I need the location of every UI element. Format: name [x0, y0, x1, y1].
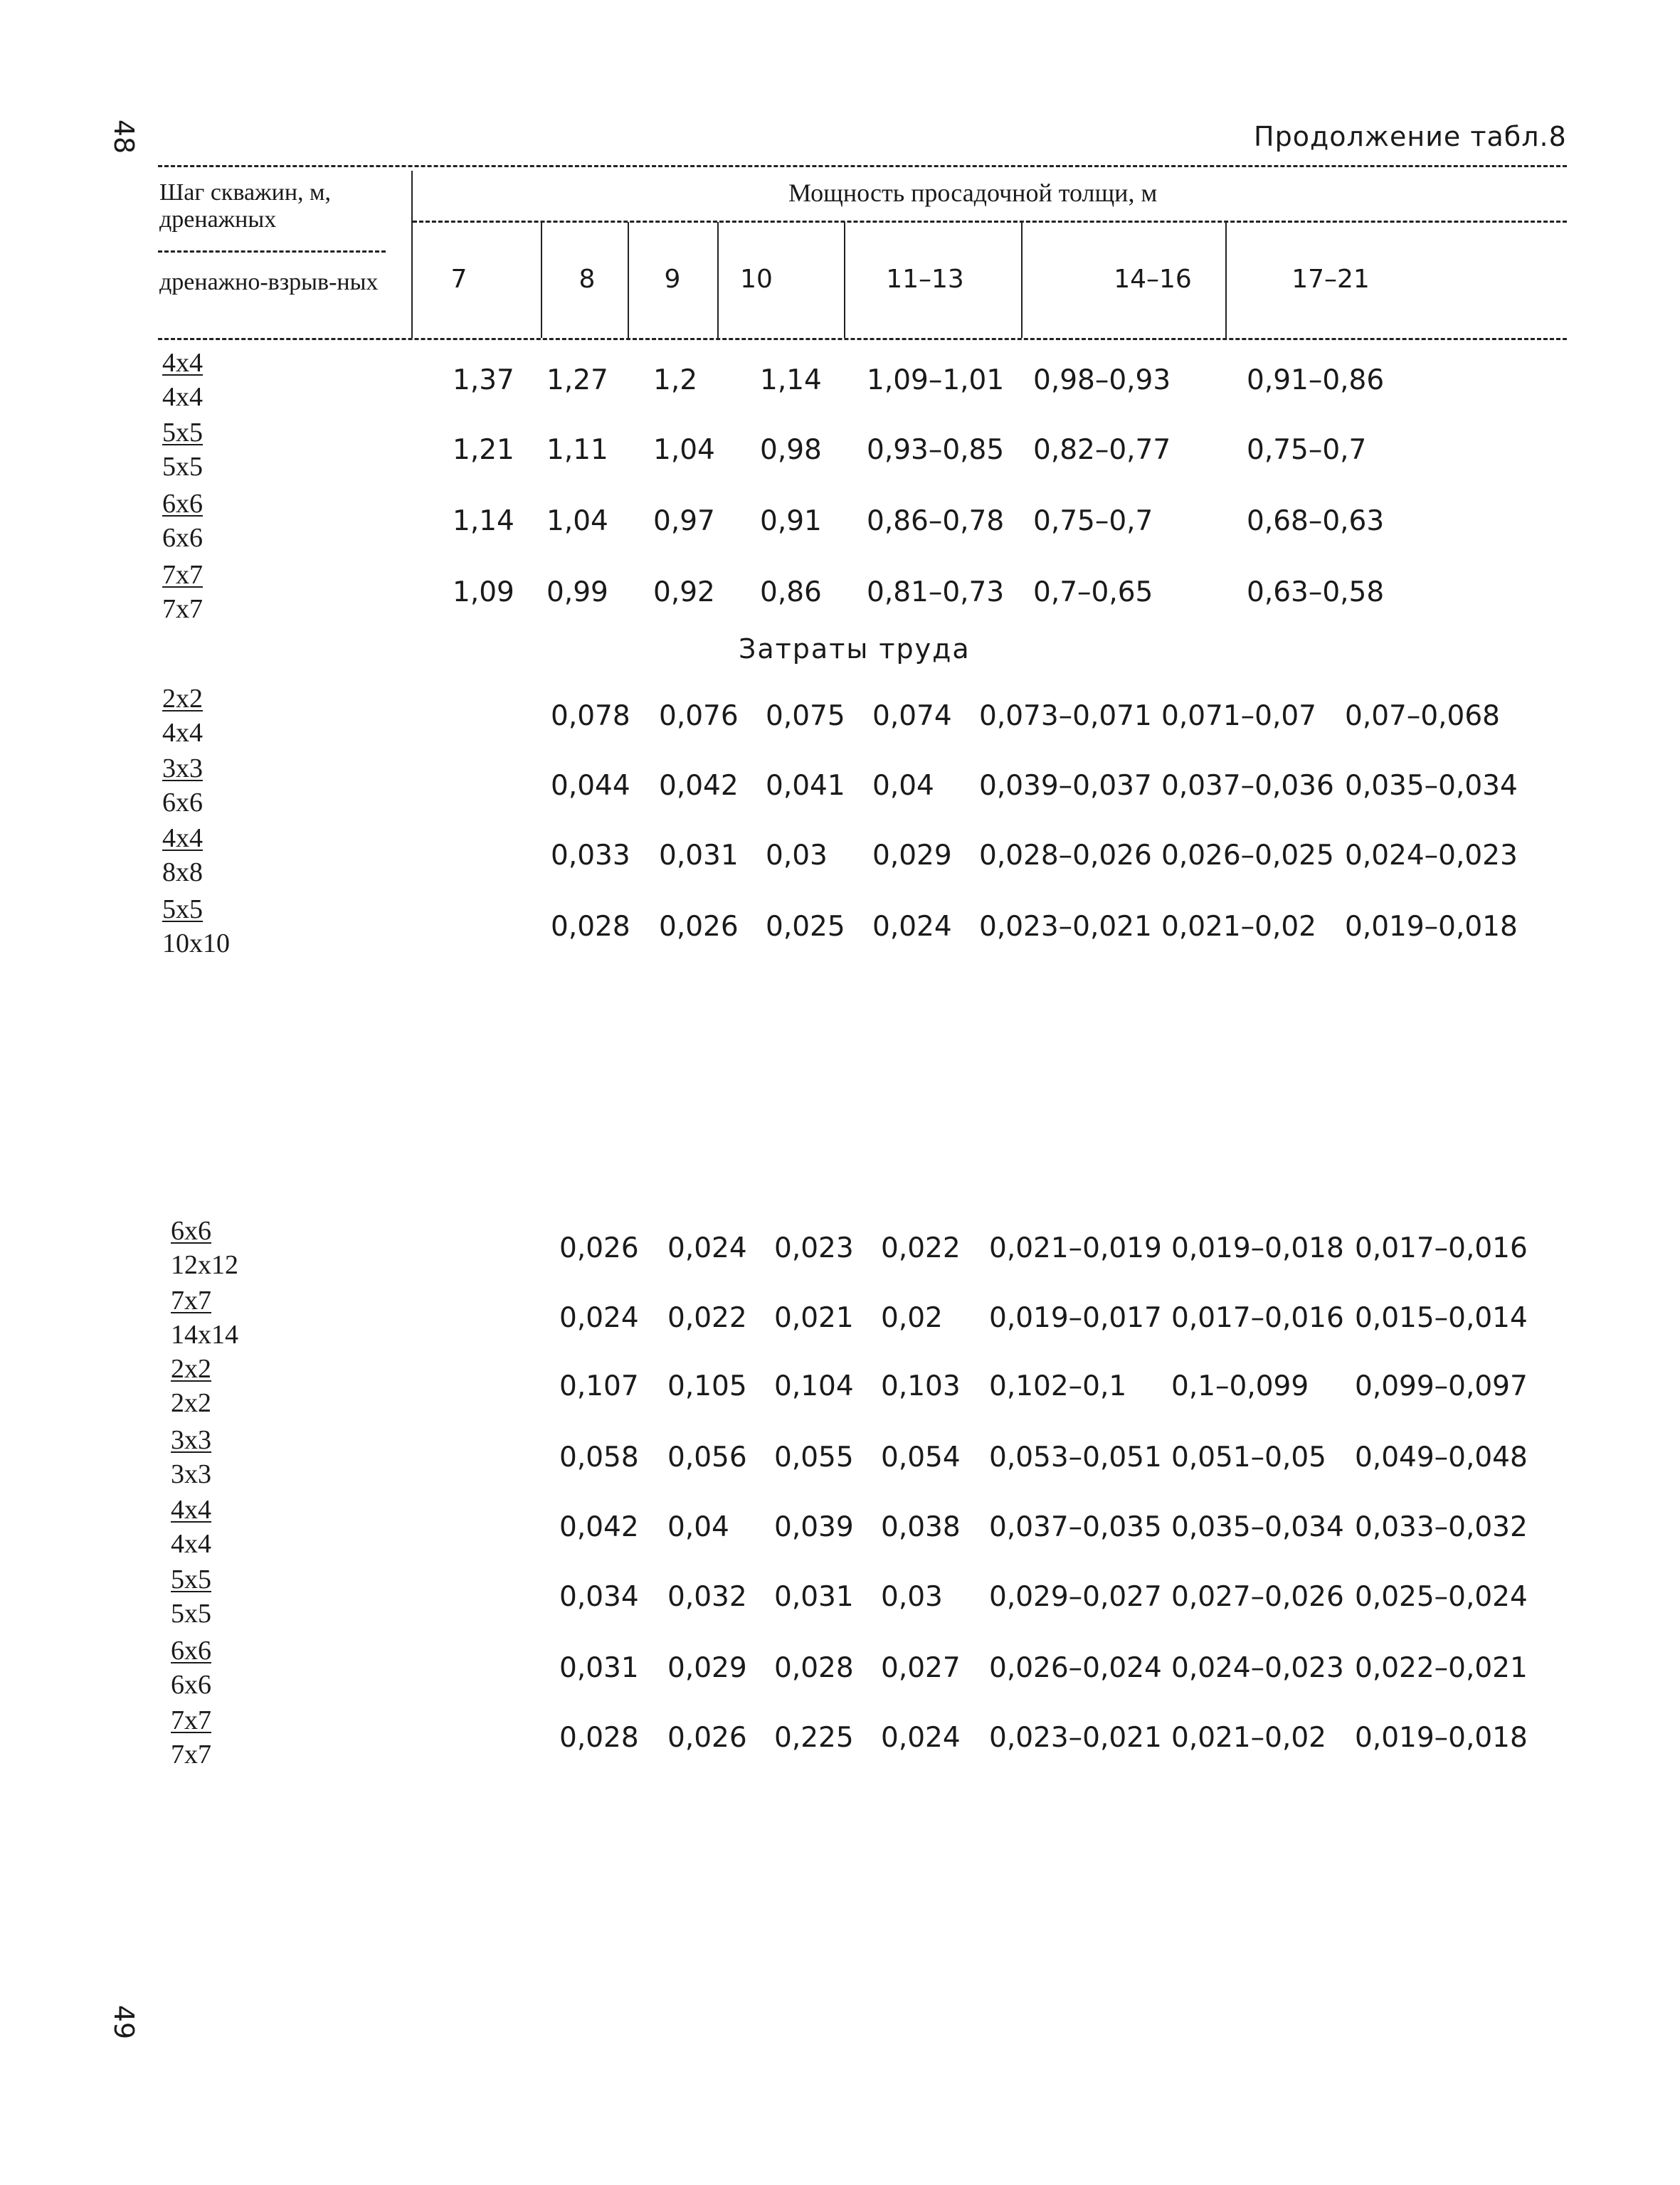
drainage-spacing: 4x4 [162, 348, 203, 378]
table-cell: 0,027 [881, 1652, 961, 1684]
table-cell: 0,035–0,034 [1171, 1511, 1344, 1543]
blast-spacing: 4x4 [162, 382, 203, 412]
table-cell: 0,024–0,023 [1171, 1652, 1344, 1684]
col-header-10: 10 [740, 265, 773, 294]
drainage-spacing: 5x5 [162, 894, 203, 924]
spacing-fraction [171, 1284, 238, 1352]
table-cell: 1,09 [453, 576, 514, 608]
table-cell: 0,051–0,05 [1171, 1441, 1326, 1474]
spacing-fraction [171, 1634, 211, 1702]
table-cell: 0,049–0,048 [1355, 1441, 1528, 1474]
drainage-spacing: 2x2 [171, 1354, 211, 1384]
col-header-9: 9 [664, 265, 681, 294]
blast-spacing: 6x6 [162, 788, 203, 818]
table-cell: 0,058 [559, 1441, 639, 1474]
table-cell: 0,028–0,026 [979, 840, 1152, 872]
table-cell: 0,026 [559, 1232, 639, 1264]
spacing-fraction [171, 1493, 211, 1561]
table-cell: 0,91–0,86 [1247, 364, 1385, 396]
table-cell: 0,074 [872, 700, 952, 732]
table-cell: 0,86–0,78 [867, 505, 1005, 537]
table-cell: 0,025–0,024 [1355, 1581, 1528, 1613]
table-cell: 0,105 [667, 1370, 747, 1402]
table-cell: 0,024 [559, 1302, 639, 1334]
table-cell: 0,026–0,025 [1161, 840, 1334, 872]
table-cell: 0,021–0,02 [1171, 1722, 1326, 1754]
table-cell: 0,042 [659, 770, 739, 802]
table-cell: 0,033 [551, 840, 630, 872]
blast-spacing: 10x10 [162, 929, 230, 958]
table-cell: 0,031 [774, 1581, 854, 1613]
table-cell: 0,055 [774, 1441, 854, 1474]
blast-spacing: 6x6 [162, 523, 203, 553]
table-cell: 0,073–0,071 [979, 700, 1152, 732]
group-title: Мощность просадочной толщи, м [788, 179, 1158, 207]
blast-spacing: 8x8 [162, 857, 203, 887]
table-cell: 0,053–0,051 [989, 1441, 1162, 1474]
page-number-top: 48 [108, 119, 140, 154]
table-cell: 1,21 [453, 434, 514, 466]
col-header-14-16: 14–16 [1114, 265, 1192, 294]
table-cell: 0,103 [881, 1370, 961, 1402]
blast-spacing: 5x5 [162, 452, 203, 482]
table-cell: 0,031 [559, 1652, 639, 1684]
table-cell: 0,07–0,068 [1345, 700, 1500, 732]
table-cell: 0,015–0,014 [1355, 1302, 1528, 1334]
table-cell: 0,028 [774, 1652, 854, 1684]
table-cell: 0,02 [881, 1302, 943, 1334]
table-cell: 0,099–0,097 [1355, 1370, 1528, 1402]
table-cell: 1,14 [453, 505, 514, 537]
table-cell: 0,107 [559, 1370, 639, 1402]
table-cell: 0,076 [659, 700, 739, 732]
table-cell: 1,2 [653, 364, 698, 396]
table-cell: 0,019–0,018 [1355, 1722, 1528, 1754]
table-cell: 0,035–0,034 [1345, 770, 1518, 802]
drainage-spacing: 6x6 [171, 1216, 211, 1246]
blast-spacing: 4x4 [171, 1529, 211, 1559]
table-cell: 0,81–0,73 [867, 576, 1005, 608]
drainage-spacing: 3x3 [171, 1425, 211, 1455]
table-cell: 0,026 [667, 1722, 747, 1754]
table-cell: 0,039 [774, 1511, 854, 1543]
spacing-fraction [162, 558, 203, 626]
spacing-fraction [171, 1352, 211, 1420]
table-caption: Продолжение табл.8 [1254, 121, 1567, 152]
table-cell: 1,09–1,01 [867, 364, 1005, 396]
table-cell: 0,023–0,021 [989, 1722, 1162, 1754]
spacing-fraction [171, 1423, 211, 1491]
col-header-7: 7 [450, 265, 467, 294]
table-cell: 0,027–0,026 [1171, 1581, 1344, 1613]
blast-spacing: 7x7 [171, 1740, 211, 1769]
table-cell: 0,019–0,018 [1171, 1232, 1344, 1264]
table-cell: 0,91 [760, 505, 822, 537]
table-cell: 0,98 [760, 434, 822, 466]
table-cell: 0,029–0,027 [989, 1581, 1162, 1613]
table-cell: 0,82–0,77 [1033, 434, 1171, 466]
col-header-8: 8 [579, 265, 596, 294]
drainage-spacing: 7x7 [171, 1286, 211, 1316]
table-cell: 0,75–0,7 [1247, 434, 1367, 466]
table-cell: 0,031 [659, 840, 739, 872]
table-cell: 0,032 [667, 1581, 747, 1613]
table-cell: 0,68–0,63 [1247, 505, 1385, 537]
col-header-11-13: 11–13 [886, 265, 964, 294]
spacing-fraction [171, 1562, 211, 1631]
page-number-bottom: 49 [108, 2004, 140, 2040]
spacing-fraction [162, 892, 230, 961]
table-cell: 0,102–0,1 [989, 1370, 1127, 1402]
spacing-fraction [162, 416, 203, 484]
spacing-fraction [162, 751, 203, 820]
table-cell: 0,042 [559, 1511, 639, 1543]
table-cell: 0,037–0,035 [989, 1511, 1162, 1543]
table-cell: 0,044 [551, 770, 630, 802]
table-cell: 0,225 [774, 1722, 854, 1754]
drainage-spacing: 6x6 [162, 489, 203, 519]
table-cell: 0,019–0,017 [989, 1302, 1162, 1334]
table-cell: 1,37 [453, 364, 514, 396]
table-cell: 0,071–0,07 [1161, 700, 1316, 732]
table-cell: 1,04 [653, 434, 715, 466]
table-cell: 0,039–0,037 [979, 770, 1152, 802]
table-cell: 0,024 [881, 1722, 961, 1754]
blast-spacing: 6x6 [171, 1670, 211, 1700]
table-cell: 0,029 [667, 1652, 747, 1684]
table-cell: 0,86 [760, 576, 822, 608]
table-cell: 0,63–0,58 [1247, 576, 1385, 608]
table-cell: 1,27 [546, 364, 608, 396]
table-cell: 0,1–0,099 [1171, 1370, 1309, 1402]
blast-spacing: 2x2 [171, 1388, 211, 1418]
table-cell: 0,99 [546, 576, 608, 608]
table-cell: 1,14 [760, 364, 822, 396]
table-cell: 0,023 [774, 1232, 854, 1264]
drainage-spacing: 6x6 [171, 1636, 211, 1666]
table-cell: 0,104 [774, 1370, 854, 1402]
table-cell: 0,75–0,7 [1033, 505, 1153, 537]
table-cell: 0,078 [551, 700, 630, 732]
table-cell: 0,028 [559, 1722, 639, 1754]
spacing-fraction [171, 1703, 211, 1772]
spacing-fraction [162, 487, 203, 555]
table-cell: 0,038 [881, 1511, 961, 1543]
table-cell: 1,11 [546, 434, 608, 466]
table-cell: 0,98–0,93 [1033, 364, 1171, 396]
spacing-fraction [162, 346, 203, 414]
table-cell: 0,7–0,65 [1033, 576, 1153, 608]
drainage-spacing: 4x4 [162, 823, 203, 853]
row-header-blast: дренажно-взрыв-ных [159, 269, 379, 295]
table-cell: 0,037–0,036 [1161, 770, 1334, 802]
drainage-spacing: 3x3 [162, 753, 203, 783]
table-cell: 1,04 [546, 505, 608, 537]
table-cell: 0,023–0,021 [979, 911, 1152, 943]
table-cell: 0,041 [766, 770, 845, 802]
blast-spacing: 14x14 [171, 1320, 238, 1350]
table-cell: 0,93–0,85 [867, 434, 1005, 466]
drainage-spacing: 5x5 [171, 1565, 211, 1594]
table-cell: 0,054 [881, 1441, 961, 1474]
table-cell: 0,022 [667, 1302, 747, 1334]
blast-spacing: 12x12 [171, 1250, 238, 1280]
table-cell: 0,019–0,018 [1345, 911, 1518, 943]
table-cell: 0,034 [559, 1581, 639, 1613]
drainage-spacing: 7x7 [162, 560, 203, 590]
table-cell: 0,024 [667, 1232, 747, 1264]
table-cell: 0,03 [766, 840, 828, 872]
table-cell: 0,026–0,024 [989, 1652, 1162, 1684]
row-header-drainage: Шаг скважин, м, дренажных [159, 179, 332, 233]
table-cell: 0,017–0,016 [1355, 1232, 1528, 1264]
table-cell: 0,025 [766, 911, 845, 943]
table-cell: 0,021–0,02 [1161, 911, 1316, 943]
table-cell: 0,92 [653, 576, 715, 608]
table-cell: 0,04 [667, 1511, 729, 1543]
table-cell: 0,021 [774, 1302, 854, 1334]
blast-spacing: 3x3 [171, 1459, 211, 1489]
drainage-spacing: 5x5 [162, 418, 203, 448]
blast-spacing: 4x4 [162, 718, 203, 748]
table-cell: 0,029 [872, 840, 952, 872]
section-title-labor: Затраты труда [739, 633, 971, 665]
table-cell: 0,056 [667, 1441, 747, 1474]
drainage-spacing: 7x7 [171, 1705, 211, 1735]
table-cell: 0,024 [872, 911, 952, 943]
table-cell: 0,024–0,023 [1345, 840, 1518, 872]
table-cell: 0,04 [872, 770, 934, 802]
blast-spacing: 5x5 [171, 1599, 211, 1629]
spacing-fraction [162, 682, 203, 750]
table-cell: 0,026 [659, 911, 739, 943]
drainage-spacing: 4x4 [171, 1495, 211, 1525]
table-cell: 0,017–0,016 [1171, 1302, 1344, 1334]
spacing-fraction [171, 1214, 238, 1282]
table-cell: 0,075 [766, 700, 845, 732]
drainage-spacing: 2x2 [162, 684, 203, 714]
blast-spacing: 7x7 [162, 594, 203, 624]
table-cell: 0,033–0,032 [1355, 1511, 1528, 1543]
col-header-17-21: 17–21 [1291, 265, 1370, 294]
table-cell: 0,022 [881, 1232, 961, 1264]
table-cell: 0,022–0,021 [1355, 1652, 1528, 1684]
table-cell: 0,028 [551, 911, 630, 943]
table-cell: 0,021–0,019 [989, 1232, 1162, 1264]
table-cell: 0,03 [881, 1581, 943, 1613]
table-cell: 0,97 [653, 505, 715, 537]
spacing-fraction [162, 821, 203, 889]
